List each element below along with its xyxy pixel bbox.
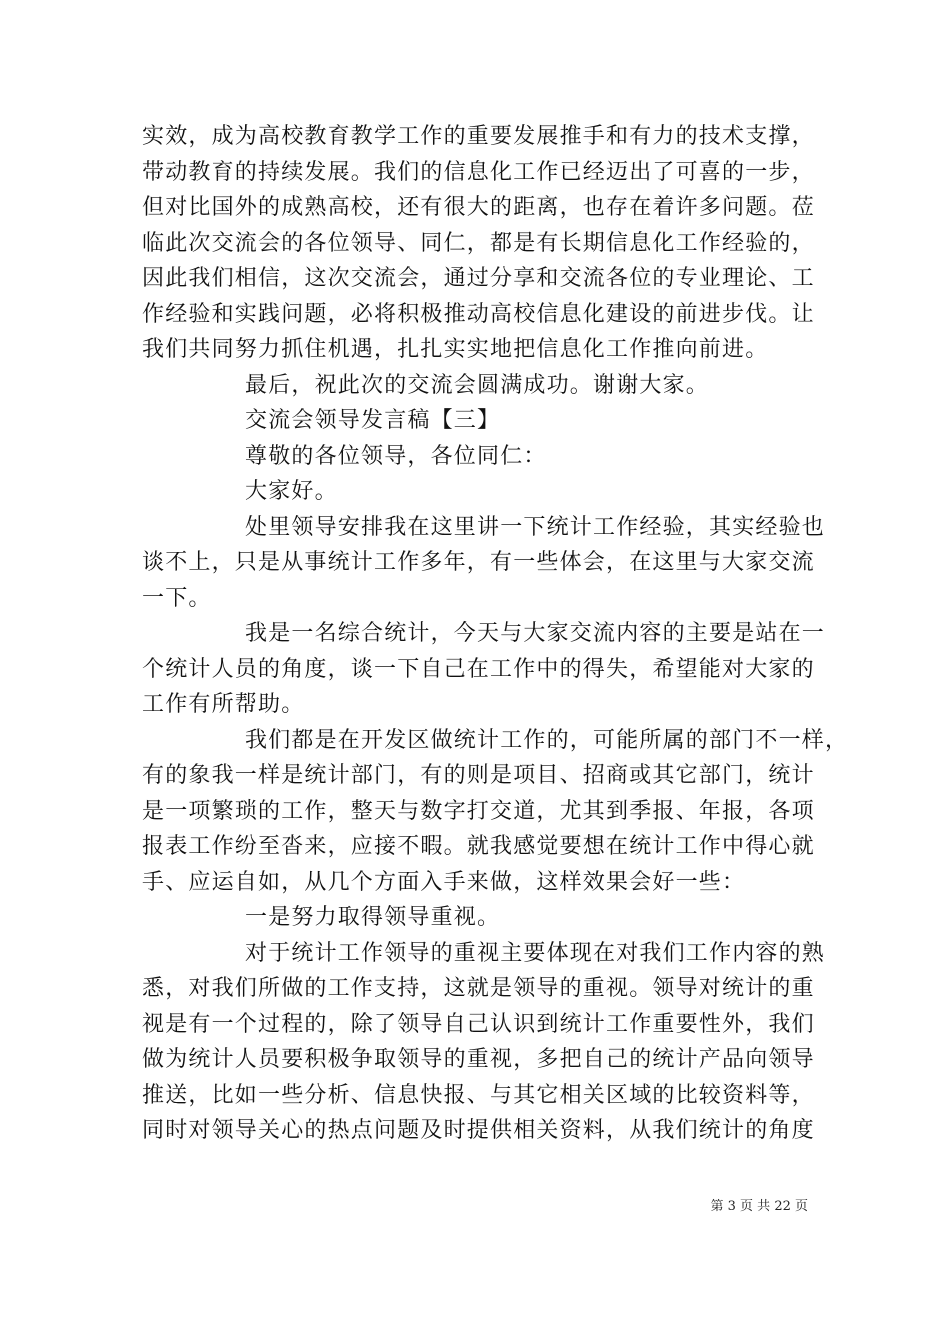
text-line: 对于统计工作领导的重视主要体现在对我们工作内容的熟 — [245, 940, 826, 966]
text-line: 但对比国外的成熟高校，还有很大的距离，也存在着许多问题。莅 — [142, 195, 815, 220]
text-line: 因此我们相信，这次交流会，通过分享和交流各位的专业理论、工 — [142, 266, 815, 291]
text-line: 实效，成为高校教育教学工作的重要发展推手和有力的技术支撑， — [142, 124, 815, 149]
greeting: 大家好。 — [245, 479, 338, 504]
text-line: 有的象我一样是统计部门，有的则是项目、招商或其它部门，统计 — [142, 763, 815, 788]
text-line: 个统计人员的角度，谈一下自己在工作中的得失，希望能对大家的 — [142, 656, 815, 682]
text-line: 带动教育的持续发展。我们的信息化工作已经迈出了可喜的一步， — [142, 159, 815, 185]
section-title: 交流会领导发言稿【三】 — [245, 408, 501, 433]
text-line: 是一项繁琐的工作，整天与数字打交道，尤其到季报、年报，各项 — [142, 798, 815, 824]
text-line: 临此次交流会的各位领导、同仁，都是有长期信息化工作经验的， — [142, 230, 815, 256]
text-line: 我是一名综合统计，今天与大家交流内容的主要是站在一 — [245, 621, 826, 646]
text-line: 同时对领导关心的热点问题及时提供相关资料，从我们统计的角度 — [142, 1118, 815, 1143]
text-line: 作经验和实践问题，必将积极推动高校信息化建设的前进步伐。让 — [142, 301, 815, 327]
text-line: 手、应运自如，从几个方面入手来做，这样效果会好一些： — [142, 869, 746, 895]
text-line: 谈不上，只是从事统计工作多年，有一些体会，在这里与大家交流 — [142, 550, 815, 575]
text-line: 我们共同努力抓住机遇，扎扎实实地把信息化工作推向前进。 — [142, 337, 769, 362]
closing-line: 最后，祝此次的交流会圆满成功。谢谢大家。 — [245, 372, 710, 398]
salutation: 尊敬的各位领导，各位同仁： — [245, 443, 547, 469]
subheading: 一是努力取得领导重视。 — [245, 905, 501, 930]
page-number: 第 3 页 共 22 页 — [710, 1199, 808, 1214]
text-line: 处里领导安排我在这里讲一下统计工作经验，其实经验也 — [245, 514, 826, 540]
text-line: 视是有一个过程的，除了领导自己认识到统计工作重要性外，我们 — [142, 1011, 815, 1037]
text-line: 做为统计人员要积极争取领导的重视，多把自己的统计产品向领导 — [142, 1047, 815, 1072]
text-line: 报表工作纷至沓来，应接不暇。就我感觉要想在统计工作中得心就 — [142, 834, 815, 859]
text-line: 一下。 — [142, 585, 212, 611]
text-line: 悉，对我们所做的工作支持，这就是领导的重视。领导对统计的重 — [142, 976, 815, 1001]
text-line: 工作有所帮助。 — [142, 692, 305, 717]
text-line: 我们都是在开发区做统计工作的，可能所属的部门不一样， — [245, 727, 849, 753]
text-line: 推送，比如一些分析、信息快报、与其它相关区域的比较资料等， — [142, 1082, 815, 1108]
